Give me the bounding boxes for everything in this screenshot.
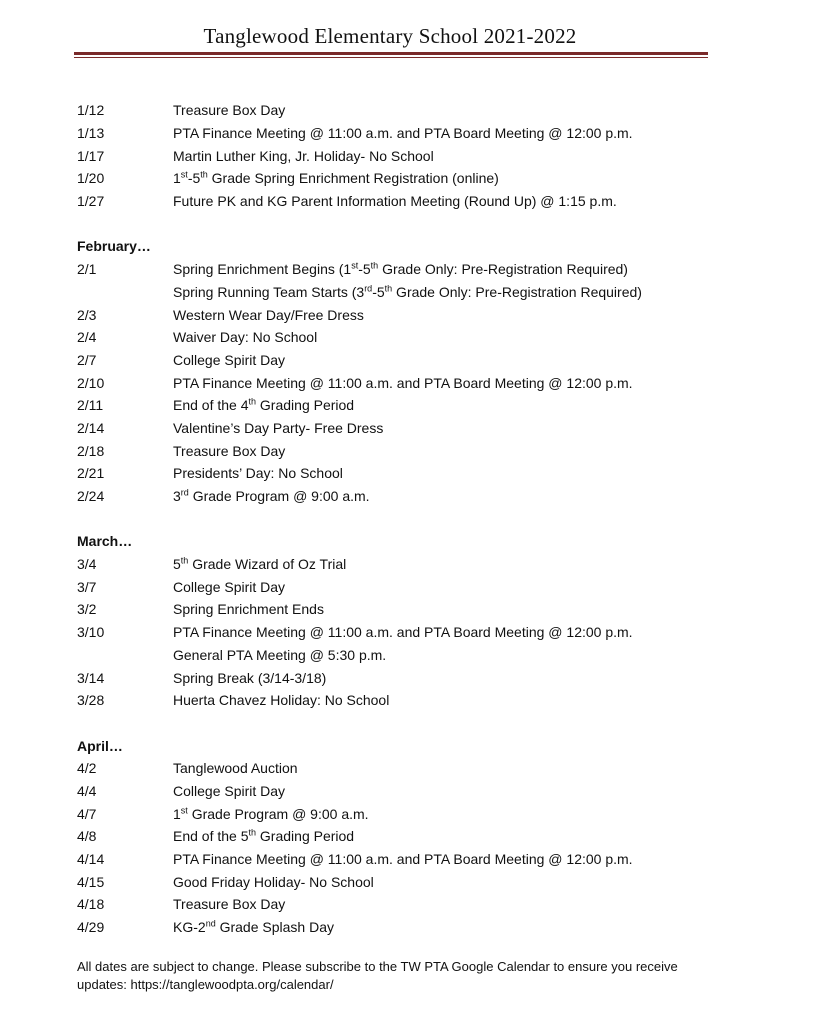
event-date: 1/12 bbox=[77, 102, 105, 119]
event-row bbox=[77, 462, 777, 485]
event-row bbox=[77, 439, 777, 462]
event-date: 4/4 bbox=[77, 782, 97, 799]
event-date: 4/18 bbox=[77, 896, 105, 913]
ordinal-suffix: rd bbox=[180, 487, 189, 498]
event-date: 2/11 bbox=[77, 397, 104, 414]
event-description: Presidents’ Day: No School bbox=[173, 465, 343, 482]
title-rule bbox=[74, 52, 708, 55]
event-row bbox=[77, 190, 777, 213]
event-row bbox=[77, 167, 777, 190]
event-row bbox=[77, 485, 777, 508]
event-row bbox=[77, 144, 777, 167]
event-description: Future PK and KG Parent Information Meeting (Round Up) @ 1:15 p.m. bbox=[173, 193, 617, 210]
february-section bbox=[77, 258, 777, 508]
event-description: Good Friday Holiday- No School bbox=[173, 873, 374, 890]
event-row bbox=[77, 757, 777, 780]
event-description: Martin Luther King, Jr. Holiday- No School bbox=[173, 147, 434, 164]
event-description: College Spirit Day bbox=[173, 782, 286, 799]
section-gap bbox=[77, 212, 777, 235]
section-gap bbox=[77, 712, 777, 735]
event-row bbox=[77, 870, 777, 893]
calendar-list bbox=[77, 99, 777, 938]
event-row bbox=[77, 644, 777, 667]
event-description: 3rd Grade Program @ 9:00 a.m. bbox=[173, 487, 370, 505]
event-description: Treasure Box Day bbox=[173, 896, 286, 913]
ordinal-suffix: th bbox=[370, 260, 379, 271]
title-rule-thin bbox=[74, 57, 708, 58]
event-description: PTA Finance Meeting @ 11:00 a.m. and PTA Board Meeting @ 12:00 p.m. bbox=[173, 624, 633, 641]
event-description: Spring Enrichment Ends bbox=[173, 601, 324, 618]
month-heading-march: March… bbox=[77, 533, 133, 550]
event-description: College Spirit Day bbox=[173, 578, 286, 595]
ordinal-suffix: th bbox=[180, 555, 189, 566]
page-title: Tanglewood Elementary School 2021-2022 bbox=[203, 24, 577, 48]
event-description: 5th Grade Wizard of Oz Trial bbox=[173, 555, 347, 573]
event-date: 2/7 bbox=[77, 351, 97, 368]
event-row bbox=[77, 258, 777, 281]
event-row bbox=[77, 825, 777, 848]
event-row bbox=[77, 394, 777, 417]
footer-line: All dates are subject to change. Please subscribe to the TW PTA Google Calendar to ensure you receive bbox=[77, 959, 678, 974]
ordinal-suffix: st bbox=[351, 260, 359, 271]
event-description: PTA Finance Meeting @ 11:00 a.m. and PTA Board Meeting @ 12:00 p.m. bbox=[173, 125, 633, 142]
event-date: 4/7 bbox=[77, 805, 97, 822]
event-description: PTA Finance Meeting @ 11:00 a.m. and PTA Board Meeting @ 12:00 p.m. bbox=[173, 851, 633, 868]
event-row bbox=[77, 621, 777, 644]
event-row bbox=[77, 575, 777, 598]
event-description: Tanglewood Auction bbox=[173, 760, 298, 777]
event-description: End of the 5th Grading Period bbox=[173, 827, 355, 845]
ordinal-suffix: nd bbox=[205, 918, 216, 929]
month-heading-february: February… bbox=[77, 238, 151, 255]
ordinal-suffix: th bbox=[248, 396, 257, 407]
event-row bbox=[77, 598, 777, 621]
event-description: Treasure Box Day bbox=[173, 442, 286, 459]
event-date: 4/15 bbox=[77, 873, 105, 890]
event-description: Western Wear Day/Free Dress bbox=[173, 306, 364, 323]
march-section bbox=[77, 553, 777, 712]
ordinal-suffix: th bbox=[384, 283, 393, 294]
event-row bbox=[77, 371, 777, 394]
footer-note bbox=[77, 958, 727, 994]
event-row bbox=[77, 802, 777, 825]
event-date: 2/24 bbox=[77, 488, 105, 505]
ordinal-suffix: st bbox=[180, 805, 188, 815]
event-row bbox=[77, 326, 777, 349]
event-description: End of the 4th Grading Period bbox=[173, 396, 355, 414]
event-date: 1/13 bbox=[77, 125, 105, 142]
footer-line-url: updates: https://tanglewoodpta.org/calendar/ bbox=[77, 977, 334, 992]
event-description: Treasure Box Day bbox=[173, 102, 286, 119]
event-row bbox=[77, 848, 777, 871]
event-date: 1/20 bbox=[77, 170, 105, 187]
ordinal-suffix: st bbox=[180, 169, 188, 180]
event-description: 1st Grade Program @ 9:00 a.m. bbox=[173, 805, 369, 822]
event-row bbox=[77, 99, 777, 122]
event-description: General PTA Meeting @ 5:30 p.m. bbox=[173, 646, 387, 663]
ordinal-suffix: th bbox=[200, 169, 208, 180]
ordinal-suffix: rd bbox=[364, 283, 373, 294]
event-date: 1/17 bbox=[77, 147, 105, 164]
event-date: 4/14 bbox=[77, 851, 105, 868]
ordinal-suffix: th bbox=[248, 827, 257, 838]
section-gap bbox=[77, 507, 777, 530]
event-date: 3/14 bbox=[77, 669, 105, 686]
april-section bbox=[77, 757, 777, 939]
event-description: College Spirit Day bbox=[173, 351, 286, 368]
event-date: 3/7 bbox=[77, 578, 97, 595]
event-description: KG-2nd Grade Splash Day bbox=[173, 918, 334, 936]
event-description: Waiver Day: No School bbox=[173, 329, 318, 346]
event-row bbox=[77, 780, 777, 803]
event-date: 2/14 bbox=[77, 419, 105, 436]
event-date: 3/4 bbox=[77, 556, 97, 573]
event-date: 2/4 bbox=[77, 329, 97, 346]
event-row bbox=[77, 281, 777, 304]
event-description: PTA Finance Meeting @ 11:00 a.m. and PTA Board Meeting @ 12:00 p.m. bbox=[173, 374, 633, 391]
event-row bbox=[77, 916, 777, 939]
event-row bbox=[77, 417, 777, 440]
event-description: Spring Enrichment Begins (1st-5th Grade Only: Pre-Registration Required) bbox=[173, 260, 628, 278]
month-heading-april: April… bbox=[77, 737, 123, 754]
event-description: 1st-5th Grade Spring Enrichment Registration (online) bbox=[173, 169, 499, 187]
event-row bbox=[77, 349, 777, 372]
event-date: 2/18 bbox=[77, 442, 105, 459]
event-row bbox=[77, 303, 777, 326]
event-date: 4/2 bbox=[77, 760, 97, 777]
event-date: 3/28 bbox=[77, 692, 105, 709]
event-date: 2/1 bbox=[77, 261, 97, 278]
event-row bbox=[77, 893, 777, 916]
event-description: Spring Running Team Starts (3rd-5th Grade Only: Pre-Registration Required) bbox=[173, 283, 642, 300]
event-date: 3/10 bbox=[77, 624, 105, 641]
event-date: 2/3 bbox=[77, 306, 97, 323]
january-section bbox=[77, 99, 777, 212]
event-description: Huerta Chavez Holiday: No School bbox=[173, 692, 390, 709]
event-row bbox=[77, 666, 777, 689]
event-date: 4/8 bbox=[77, 828, 97, 845]
event-date: 2/10 bbox=[77, 374, 105, 391]
event-row bbox=[77, 553, 777, 576]
event-date: 2/21 bbox=[77, 465, 105, 482]
event-row bbox=[77, 689, 777, 712]
event-row bbox=[77, 122, 777, 145]
event-date: 4/29 bbox=[77, 919, 105, 936]
event-description: Spring Break (3/14-3/18) bbox=[173, 669, 327, 686]
event-date: 1/27 bbox=[77, 193, 105, 210]
event-description: Valentine’s Day Party- Free Dress bbox=[173, 419, 384, 436]
event-date: 3/2 bbox=[77, 601, 97, 618]
